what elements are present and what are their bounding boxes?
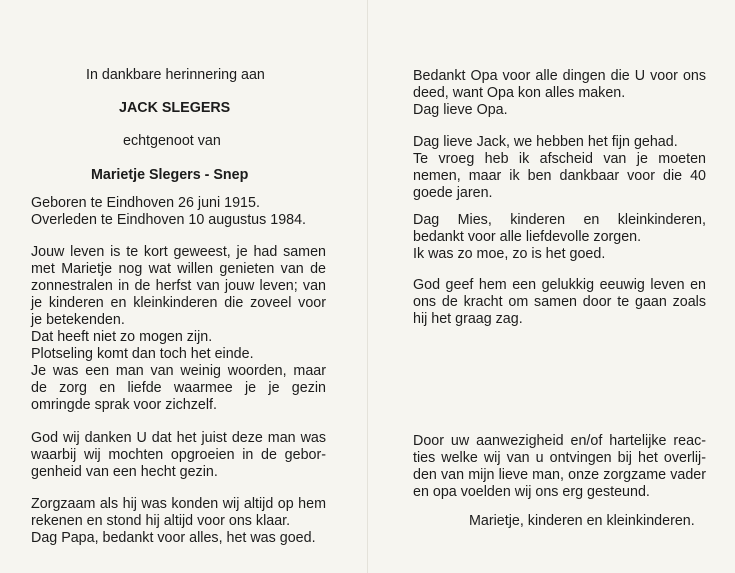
- text-line: ties welke wij van u ontvingen bij het overlij-: [413, 450, 706, 466]
- text-line: Dat heeft niet zo mogen zijn.: [31, 329, 213, 345]
- text-line: rekenen en stond hij altijd voor ons klaar.: [31, 513, 291, 529]
- spouse-name: Marietje Slegers - Snep: [91, 167, 249, 183]
- text-line: genheid van een hecht gezin.: [31, 464, 218, 480]
- text-line: waarbij wij mochten opgroeien in de gebor-: [31, 447, 326, 463]
- text-line: Bedankt Opa voor alle dingen die U voor ons: [413, 68, 706, 84]
- text-line: Dag Mies, kinderen en kleinkinderen,: [413, 212, 706, 228]
- birth-line: Geboren te Eindhoven 26 juni 1915.: [31, 195, 260, 211]
- text-line: hij het graag zag.: [413, 311, 523, 327]
- text-line: Door uw aanwezigheid en/of hartelijke reac-: [413, 433, 706, 449]
- text-line: je betekenden.: [31, 312, 125, 328]
- text-line: omringde sprak voor zichzelf.: [31, 397, 217, 413]
- text-line: met Marietje nog wat willen genieten van de: [31, 261, 326, 277]
- text-line: nemen, maar ik ben dankbaar voor die 40: [413, 168, 706, 184]
- text-line: God wij danken U dat het juist deze man was: [31, 430, 326, 446]
- text-line: Dag Papa, bedankt voor alles, het was goed.: [31, 530, 316, 546]
- text-line: God geef hem een gelukkig eeuwig leven en: [413, 277, 706, 293]
- text-line: Ik was zo moe, zo is het goed.: [413, 246, 606, 262]
- text-line: Te vroeg heb ik afscheid van je moeten: [413, 151, 706, 167]
- signature: Marietje, kinderen en kleinkinderen.: [469, 513, 695, 529]
- text-line: je kinderen en kleinkinderen die zoveel voor: [31, 295, 326, 311]
- text-line: Zorgzaam als hij was konden wij altijd op hem: [31, 496, 326, 512]
- death-line: Overleden te Eindhoven 10 augustus 1984.: [31, 212, 307, 228]
- text-line: de zorg en liefde waarmee je je gezin: [31, 380, 326, 396]
- text-line: Dag lieve Jack, we hebben het fijn gehad.: [413, 134, 678, 150]
- intro-text: In dankbare herinnering aan: [86, 67, 265, 83]
- card-fold: [367, 0, 368, 573]
- text-line: deed, want Opa kon alles maken.: [413, 85, 626, 101]
- text-line: Je was een man van weinig woorden, maar: [31, 363, 326, 379]
- text-line: bedankt voor alle liefdevolle zorgen.: [413, 229, 642, 245]
- text-line: en opa voelden wij ons erg gesteund.: [413, 484, 650, 500]
- text-line: goede jaren.: [413, 185, 493, 201]
- text-line: Dag lieve Opa.: [413, 102, 508, 118]
- deceased-name: JACK SLEGERS: [119, 100, 231, 116]
- text-line: Jouw leven is te kort geweest, je had samen: [31, 244, 326, 260]
- text-line: den van mijn lieve man, onze zorgzame vader: [413, 467, 706, 483]
- spouse-label: echtgenoot van: [123, 133, 221, 149]
- text-line: zonnestralen in de herfst van jouw leven; van: [31, 278, 326, 294]
- text-line: ons de kracht om samen door te gaan zoals: [413, 294, 706, 310]
- text-line: Plotseling komt dan toch het einde.: [31, 346, 254, 362]
